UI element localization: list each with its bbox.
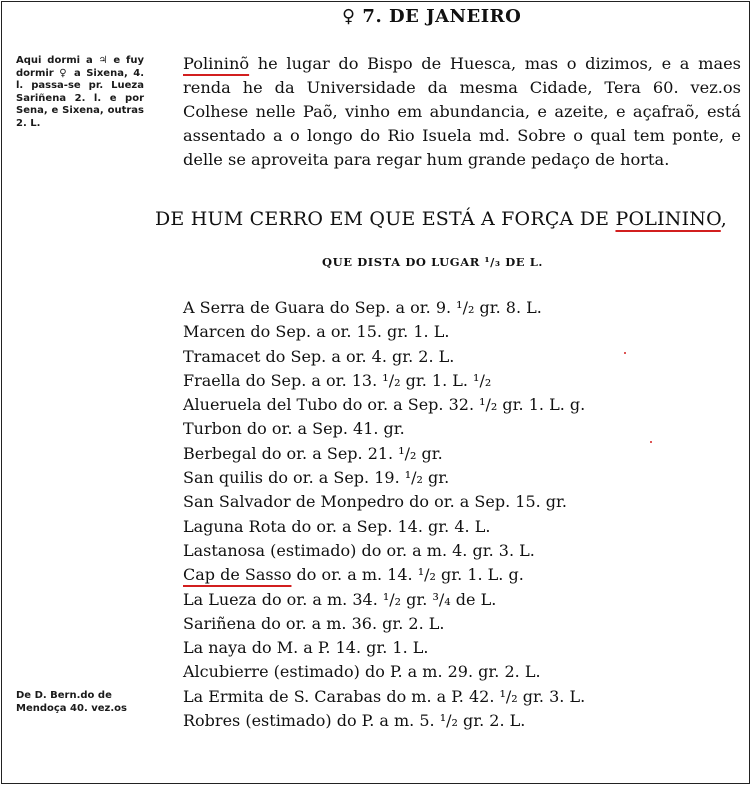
place-name-underlined: Cap de Sasso xyxy=(183,565,292,585)
list-item: Turbon do or. a Sep. 41. gr. xyxy=(183,419,405,439)
list-item: Lastanosa (estimado) do or. a m. 4. gr. 3. L. xyxy=(183,540,535,560)
list-item: La Lueza do or. a m. 34. ¹/₂ gr. ³/₄ de L. xyxy=(183,589,497,609)
list-item: Cap de Sasso do or. a m. 14. ¹/₂ gr. 1. L. g. xyxy=(183,565,524,585)
list-item: Berbegal do or. a Sep. 21. ¹/₂ gr. xyxy=(183,443,443,463)
bearing-list xyxy=(183,296,585,733)
place-name-underlined: Polininõ xyxy=(183,54,250,73)
page-title: ♀ 7. DE JANEIRO xyxy=(342,6,522,27)
section-subtitle: QUE DISTA DO LUGAR ¹/₃ DE L. xyxy=(322,255,544,269)
paragraph-text: he lugar do Bispo de Huesca, mas o dizimos, e a maes renda he da Universidade da mesma Cidade, Tera 60. vez.os Colhese nelle Paõ, vinho em abundancia, e azeite, e açafraõ, está assentado a o longo do Rio Isuela md. Sobre o qual tem ponte, e delle se aproveita para regar hum grande pedaço de horta. xyxy=(183,54,741,169)
list-item: Laguna Rota do or. a Sep. 14. gr. 4. L. xyxy=(183,516,491,536)
list-item: Marcen do Sep. a or. 15. gr. 1. L. xyxy=(183,322,450,342)
red-mark xyxy=(624,352,626,354)
section-title xyxy=(155,208,727,230)
section-title-place: POLININO xyxy=(615,208,721,230)
section-title-suffix: , xyxy=(720,208,728,230)
red-mark xyxy=(650,441,652,443)
section-title-prefix: DE HUM CERRO EM QUE ESTÁ A FORÇA DE xyxy=(155,208,616,230)
list-item: San quilis do or. a Sep. 19. ¹/₂ gr. xyxy=(183,468,450,488)
list-item: La Ermita de S. Carabas do m. a P. 42. ¹/₂ gr. 3. L. xyxy=(183,686,586,706)
list-item: Tramacet do Sep. a or. 4. gr. 2. L. xyxy=(183,346,455,366)
list-item: Alueruela del Tubo do or. a Sep. 32. ¹/₂ gr. 1. L. g. xyxy=(183,395,586,415)
list-item: San Salvador de Monpedro do or. a Sep. 15. gr. xyxy=(183,492,568,512)
margin-note-top: Aqui dormi a ♃ e fuy dormir ♀ a Sixena, 4. l. passa-se pr. Lueza Sariñena 2. l. e por Sena, e Sixena, outras 2. L. xyxy=(16,55,144,129)
list-item: Fraella do Sep. a or. 13. ¹/₂ gr. 1. L. ¹/₂ xyxy=(183,370,492,390)
margin-note-bottom: De D. Bern.do de Mendoça 40. vez.os xyxy=(16,690,127,714)
list-item: Alcubierre (estimado) do P. a m. 29. gr. 2. L. xyxy=(183,662,541,682)
main-paragraph xyxy=(183,52,741,172)
list-item: La naya do M. a P. 14. gr. 1. L. xyxy=(183,638,429,658)
list-item: A Serra de Guara do Sep. a or. 9. ¹/₂ gr. 8. L. xyxy=(183,298,542,317)
list-item: Robres (estimado) do P. a m. 5. ¹/₂ gr. 2. L. xyxy=(183,711,526,731)
list-item: Sariñena do or. a m. 36. gr. 2. L. xyxy=(183,613,445,633)
